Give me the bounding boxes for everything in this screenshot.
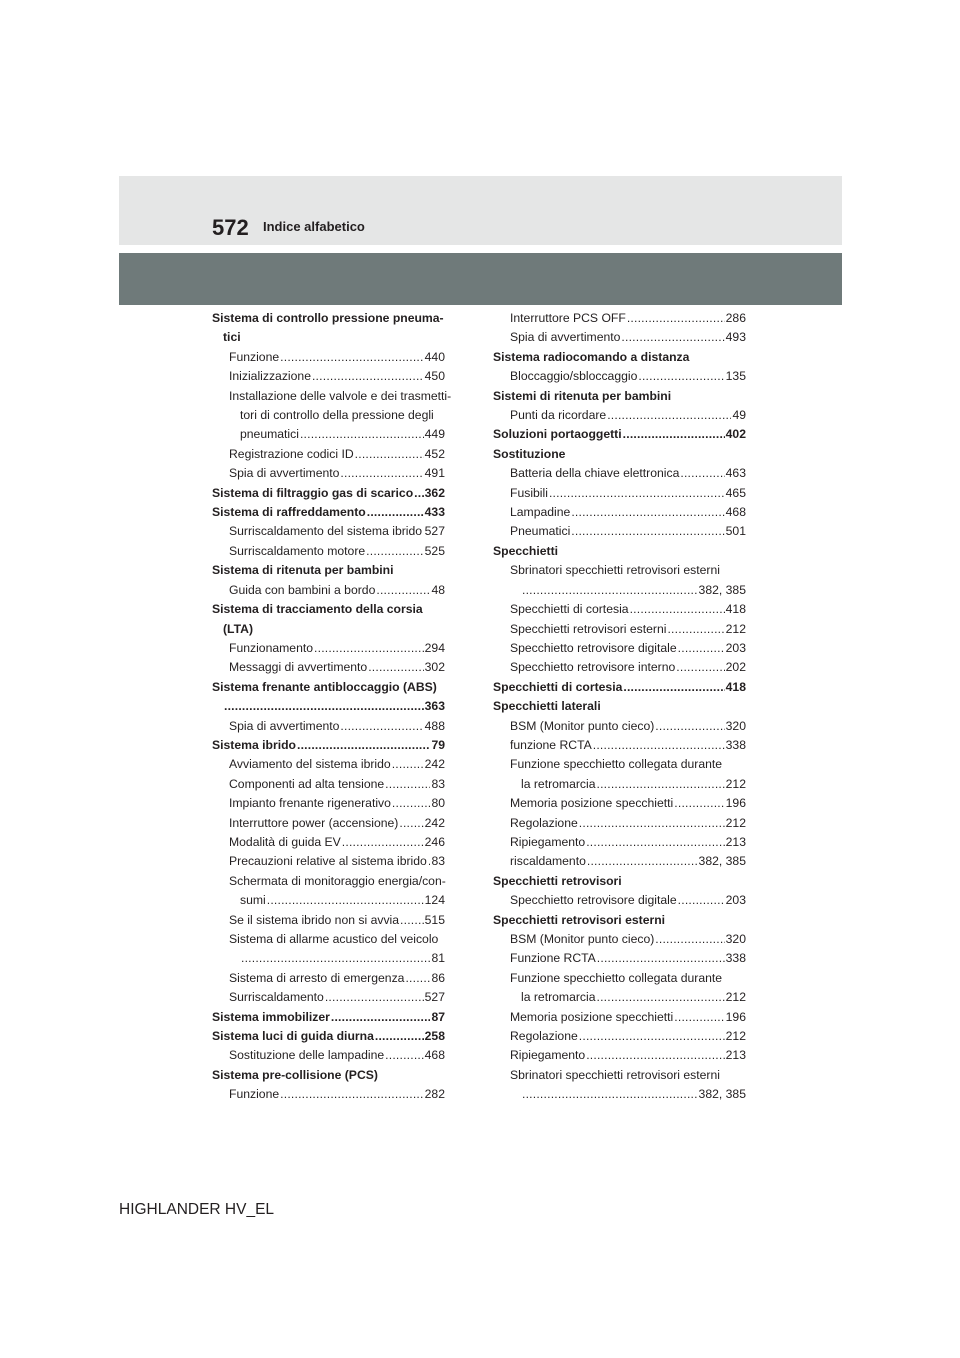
- index-entry-text: Specchietto retrovisore digitale: [510, 893, 677, 908]
- index-entry-page: 338: [725, 737, 746, 752]
- index-entry-text: Lampadine: [510, 505, 571, 520]
- dot-leader: [241, 949, 430, 968]
- dot-leader: [414, 484, 424, 503]
- dot-leader: [579, 814, 725, 833]
- index-entry-text: Guida con bambini a bordo: [229, 582, 376, 597]
- index-entry-page: 338: [725, 951, 746, 966]
- index-entry-text: Sistema di raffreddamento: [212, 505, 366, 520]
- dot-leader: [522, 1085, 698, 1104]
- index-entry: [212, 1085, 445, 1104]
- index-entry-text: Specchietti di cortesia: [510, 602, 629, 617]
- index-entry-text: Specchietti: [493, 543, 559, 558]
- index-entry-text: Sistema di ritenuta per bambini: [212, 563, 394, 578]
- index-entry: [493, 755, 746, 774]
- index-entry: [212, 814, 445, 833]
- index-entry-page: 83: [431, 776, 445, 791]
- dot-leader: [375, 1027, 424, 1046]
- index-entry-text: la retromarcia: [521, 990, 596, 1005]
- index-entry-text: Specchietti retrovisori esterni: [510, 621, 667, 636]
- index-entry-text: Sostituzione delle lampadine: [229, 1048, 385, 1063]
- index-entry-page: 79: [431, 737, 445, 752]
- dot-leader: [399, 814, 423, 833]
- index-entry: [493, 620, 746, 639]
- index-entry: [493, 600, 746, 619]
- index-entry-page: 491: [424, 466, 445, 481]
- dot-leader: [674, 1008, 724, 1027]
- index-entry: [212, 833, 445, 852]
- index-entry: [212, 988, 445, 1007]
- index-entry: [212, 406, 445, 425]
- index-entry-page: 463: [725, 466, 746, 481]
- dot-leader: [367, 503, 424, 522]
- index-entry-page: 48: [431, 582, 445, 597]
- index-entry-text: Fusibili: [510, 485, 548, 500]
- index-entry-page: 382, 385: [698, 582, 746, 597]
- index-entry: [212, 736, 445, 755]
- index-entry-page: 294: [424, 640, 445, 655]
- index-entry: [212, 969, 445, 988]
- index-entry-page: 213: [725, 834, 746, 849]
- index-entry: [212, 328, 445, 347]
- index-entry-page: 449: [424, 427, 445, 442]
- index-entry-page: 418: [725, 679, 746, 694]
- index-entry: [212, 911, 445, 930]
- dot-leader: [392, 794, 431, 813]
- index-entry-text: Sistema pre-collisione (PCS): [212, 1067, 378, 1082]
- dot-leader: [579, 1027, 725, 1046]
- index-entry-text: Surriscaldamento del sistema ibrido: [229, 524, 423, 539]
- index-entry-page: 212: [725, 621, 746, 636]
- index-entry: [493, 542, 746, 561]
- dot-leader: [267, 891, 424, 910]
- index-entry: [493, 348, 746, 367]
- dot-leader: [392, 755, 424, 774]
- index-entry-page: 402: [725, 427, 746, 442]
- index-entry-text: Specchietti di cortesia: [493, 679, 623, 694]
- index-entry-page: 124: [424, 893, 445, 908]
- dot-leader: [355, 445, 424, 464]
- index-entry: [493, 1066, 746, 1085]
- index-entry-page: 363: [424, 699, 445, 714]
- index-entry: [493, 988, 746, 1007]
- index-entry-page: 135: [725, 369, 746, 384]
- index-entry: [212, 581, 445, 600]
- dot-leader: [314, 639, 424, 658]
- index-entry-page: 320: [725, 718, 746, 733]
- index-entry-page: 418: [725, 602, 746, 617]
- index-entry-text: Sistema frenante antibloccaggio (ABS): [212, 679, 437, 694]
- dot-leader: [571, 522, 724, 541]
- index-entry: [212, 522, 445, 541]
- index-entry: [493, 425, 746, 444]
- dot-leader: [428, 852, 431, 871]
- index-entry: [493, 736, 746, 755]
- index-entry-text: Sostituzione: [493, 446, 566, 461]
- index-entry-page: 515: [424, 912, 445, 927]
- index-entry: [493, 891, 746, 910]
- dot-leader: [340, 717, 423, 736]
- index-entry-text: Sistema di arresto di emergenza: [229, 970, 405, 985]
- dot-leader: [331, 1008, 431, 1027]
- index-entry: [212, 464, 445, 483]
- index-entry: [212, 348, 445, 367]
- index-entry-page: 242: [424, 815, 445, 830]
- dot-leader: [297, 736, 430, 755]
- index-entry: [212, 891, 445, 910]
- index-entry: [212, 620, 445, 639]
- index-entry-text: Ripiegamento: [510, 834, 586, 849]
- index-entry-text: Specchietti laterali: [493, 699, 601, 714]
- index-entry: [493, 775, 746, 794]
- dot-leader: [571, 503, 724, 522]
- index-column-left: [212, 309, 452, 1105]
- index-entry-page: 212: [725, 1029, 746, 1044]
- index-entry-text: Regolazione: [510, 1029, 578, 1044]
- index-entry-text: la retromarcia: [521, 776, 596, 791]
- index-entry-text: Punti da ricordare: [510, 408, 607, 423]
- index-entry-text: Specchietto retrovisore interno: [510, 660, 676, 675]
- index-entry-page: 450: [424, 369, 445, 384]
- index-entry-text: Bloccaggio/sbloccaggio: [510, 369, 638, 384]
- index-entry: [493, 639, 746, 658]
- dot-leader: [623, 678, 724, 697]
- index-entry-page: 212: [725, 776, 746, 791]
- index-entry: [493, 794, 746, 813]
- index-entry: [493, 678, 746, 697]
- index-entry-page: 212: [725, 990, 746, 1005]
- index-entry: [212, 639, 445, 658]
- dot-leader: [597, 949, 725, 968]
- dot-leader: [549, 484, 725, 503]
- header-dark-band: [119, 253, 842, 305]
- dot-leader: [623, 425, 725, 444]
- index-entry-text: Specchietto retrovisore digitale: [510, 640, 677, 655]
- index-entry-text: Modalità di guida EV: [229, 834, 341, 849]
- index-entry-text: Ripiegamento: [510, 1048, 586, 1063]
- index-entry-text: riscaldamento: [510, 854, 586, 869]
- index-entry-text: Sistema di allarme acustico del veicolo: [229, 932, 439, 946]
- index-entry-page: 212: [725, 815, 746, 830]
- index-entry: [212, 697, 445, 716]
- index-entry: [212, 1008, 445, 1027]
- index-entry-page: 382, 385: [698, 854, 746, 869]
- index-entry-page: 203: [725, 893, 746, 908]
- index-entry: [212, 445, 445, 464]
- index-entry-page: 527: [424, 990, 445, 1005]
- dot-leader: [342, 833, 424, 852]
- index-column-right: [493, 309, 746, 1105]
- index-entry-page: 83: [431, 854, 445, 869]
- dot-leader: [586, 833, 724, 852]
- index-entry: [493, 503, 746, 522]
- index-entry: [493, 852, 746, 871]
- index-entry-text: (LTA): [223, 621, 253, 636]
- dot-leader: [655, 930, 724, 949]
- index-entry-text: Specchietti retrovisori esterni: [493, 912, 666, 927]
- index-entry-page: 493: [725, 330, 746, 345]
- index-entry: [212, 872, 445, 891]
- index-entry-text: Sbrinatori specchietti retrovisori esterni: [510, 1067, 720, 1082]
- index-entry-text: Impianto frenante rigenerativo: [229, 796, 391, 811]
- index-entry-text: Componenti ad alta tensione: [229, 776, 385, 791]
- index-entry-text: Spia di avvertimento: [510, 330, 621, 345]
- index-entry: [493, 561, 746, 580]
- page-number: 572: [212, 215, 249, 240]
- index-entry: [493, 814, 746, 833]
- index-entry: [212, 717, 445, 736]
- index-entry-page: 282: [424, 1087, 445, 1102]
- index-entry: [212, 1027, 445, 1046]
- index-entry: [212, 1046, 445, 1065]
- index-entry: [493, 522, 746, 541]
- index-entry-text: Sistema di tracciamento della corsia: [212, 602, 423, 617]
- index-entry-text: Spia di avvertimento: [229, 718, 340, 733]
- index-entry-text: Sistema di controllo pressione pneuma-: [212, 311, 444, 325]
- index-entry-text: Installazione delle valvole e dei trasmetti-: [229, 388, 452, 403]
- dot-leader: [385, 775, 430, 794]
- index-entry: [212, 1066, 445, 1085]
- index-entry: [212, 775, 445, 794]
- index-entry: [493, 911, 746, 930]
- index-entry-page: 213: [725, 1048, 746, 1063]
- dot-leader: [366, 542, 424, 561]
- index-entry-page: 258: [424, 1029, 445, 1044]
- index-entry: [493, 445, 746, 464]
- index-entry-page: 196: [725, 796, 746, 811]
- dot-leader: [597, 988, 725, 1007]
- index-entry: [212, 484, 445, 503]
- index-entry: [493, 1027, 746, 1046]
- index-entry-page: 525: [424, 543, 445, 558]
- index-entry: [212, 367, 445, 386]
- index-entry: [212, 387, 452, 406]
- index-entry-page: 468: [424, 1048, 445, 1063]
- index-entry-text: Sbrinatori specchietti retrovisori esterni: [510, 563, 720, 578]
- index-entry-text: Specchietti retrovisori: [493, 873, 622, 888]
- index-entry-page: 246: [424, 834, 445, 849]
- index-entry: [493, 387, 746, 406]
- index-entry-text: Memoria posizione specchietti: [510, 1009, 674, 1024]
- index-entry: [493, 969, 746, 988]
- index-entry-page: 87: [431, 1009, 445, 1024]
- footer-model: HIGHLANDER HV_EL: [119, 1201, 275, 1218]
- index-entry-text: Sistemi di ritenuta per bambini: [493, 388, 672, 403]
- index-entry-page: 433: [424, 505, 445, 520]
- dot-leader: [676, 658, 724, 677]
- index-entry: [493, 1046, 746, 1065]
- index-entry: [493, 697, 746, 716]
- index-entry: [493, 581, 746, 600]
- index-entry: [212, 542, 445, 561]
- dot-leader: [280, 348, 424, 367]
- index-entry: [212, 309, 445, 328]
- index-entry: [212, 658, 445, 677]
- index-entry-text: Funzionamento: [229, 640, 314, 655]
- index-entry-page: 203: [725, 640, 746, 655]
- index-entry-page: 488: [424, 718, 445, 733]
- index-entry: [212, 678, 445, 697]
- index-entry-text: BSM (Monitor punto cieco): [510, 718, 655, 733]
- index-entry-page: 286: [725, 311, 746, 325]
- index-entry-page: 468: [725, 505, 746, 520]
- index-entry-page: 501: [725, 524, 746, 539]
- dot-leader: [586, 1046, 724, 1065]
- index-entry: [493, 464, 746, 483]
- index-entry: [493, 833, 746, 852]
- dot-leader: [325, 988, 424, 1007]
- index-entry-text: Se il sistema ibrido non si avvia: [229, 912, 400, 927]
- dot-leader: [597, 775, 725, 794]
- index-entry-text: Sistema di filtraggio gas di scarico: [212, 485, 414, 500]
- index-entry-page: 382, 385: [698, 1087, 746, 1102]
- index-entry-text: Spia di avvertimento: [229, 466, 340, 481]
- dot-leader: [667, 620, 724, 639]
- dot-leader: [405, 969, 430, 988]
- index-entry-text: Messaggi di avvertimento: [229, 660, 368, 675]
- index-entry-text: Sistema radiocomando a distanza: [493, 349, 690, 364]
- index-entry: [493, 717, 746, 736]
- dot-leader: [522, 581, 698, 600]
- dot-leader: [607, 406, 731, 425]
- dot-leader: [630, 600, 725, 619]
- dot-leader: [593, 736, 725, 755]
- index-entry: [493, 930, 746, 949]
- dot-leader: [300, 425, 424, 444]
- dot-leader: [368, 658, 423, 677]
- index-entry-page: 49: [732, 408, 746, 423]
- dot-leader: [678, 639, 725, 658]
- index-entry: [493, 484, 746, 503]
- index-entry-page: 196: [725, 1009, 746, 1024]
- index-entry-page: 465: [725, 485, 746, 500]
- index-entry-page: 202: [725, 660, 746, 675]
- dot-leader: [376, 581, 430, 600]
- index-entry-text: Funzione: [229, 349, 280, 364]
- index-entry-page: 440: [424, 349, 445, 364]
- index-entry: [212, 425, 445, 444]
- index-entry-text: Sistema immobilizer: [212, 1009, 330, 1024]
- index-entry-text: Registrazione codici ID: [229, 446, 354, 461]
- dot-leader: [627, 309, 725, 328]
- index-entry: [493, 1085, 746, 1104]
- index-entry-text: Sistema luci di guida diurna: [212, 1029, 374, 1044]
- index-entry-text: Schermata di monitoraggio energia/con-: [229, 873, 446, 888]
- index-entry-page: 320: [725, 932, 746, 946]
- index-entry: [493, 309, 746, 328]
- index-entry: [212, 949, 445, 968]
- dot-leader: [224, 697, 424, 716]
- index-entry-text: Surriscaldamento: [229, 990, 324, 1005]
- index-entry-text: Interruttore power (accensione): [229, 815, 399, 830]
- index-entry-page: 242: [424, 757, 445, 772]
- index-entry-text: Interruttore PCS OFF: [510, 311, 626, 325]
- index-entry: [212, 794, 445, 813]
- index-entry: [493, 367, 746, 386]
- dot-leader: [680, 464, 724, 483]
- dot-leader: [340, 464, 423, 483]
- index-entry-page: 86: [431, 970, 445, 985]
- index-entry-page: 362: [424, 485, 445, 500]
- index-entry-text: Pneumatici: [510, 524, 571, 539]
- index-entry: [212, 930, 445, 949]
- index-entry: [212, 852, 445, 871]
- index-entry-page: 81: [431, 951, 445, 966]
- index-entry-text: tici: [223, 330, 241, 345]
- dot-leader: [587, 852, 698, 871]
- index-entry: [212, 503, 445, 522]
- index-entry-text: Funzione RCTA: [510, 951, 596, 966]
- dot-leader: [400, 911, 424, 930]
- index-entry: [493, 328, 746, 347]
- section-title: Indice alfabetico: [263, 219, 365, 234]
- dot-leader: [621, 328, 724, 347]
- index-entry-text: Inizializzazione: [229, 369, 311, 384]
- index-entry: [493, 872, 746, 891]
- index-entry-text: Funzione specchietto collegata durante: [510, 970, 723, 985]
- index-entry-text: Funzione: [229, 1087, 280, 1102]
- dot-leader: [423, 522, 424, 541]
- index-entry-text: Batteria della chiave elettronica: [510, 466, 680, 481]
- index-entry-text: Regolazione: [510, 815, 578, 830]
- index-entry-text: BSM (Monitor punto cieco): [510, 932, 655, 946]
- index-entry-text: sumi: [240, 893, 266, 908]
- index-entry-text: Avviamento del sistema ibrido: [229, 757, 391, 772]
- dot-leader: [674, 794, 724, 813]
- dot-leader: [638, 367, 724, 386]
- index-entry: [212, 755, 445, 774]
- index-entry: [212, 561, 445, 580]
- index-entry-text: Precauzioni relative al sistema ibrido: [229, 854, 427, 869]
- index-entry: [493, 658, 746, 677]
- dot-leader: [312, 367, 424, 386]
- index-entry: [493, 406, 746, 425]
- index-entry-text: Memoria posizione specchietti: [510, 796, 674, 811]
- index-entry-page: 527: [424, 524, 445, 539]
- dot-leader: [655, 717, 724, 736]
- index-entry-text: Soluzioni portaoggetti: [493, 427, 622, 442]
- index-entry-text: Sistema ibrido: [212, 737, 296, 752]
- index-entry-page: 302: [424, 660, 445, 675]
- dot-leader: [385, 1046, 424, 1065]
- index-entry-text: tori di controllo della pressione degli: [240, 408, 434, 423]
- index-entry-page: 80: [431, 796, 445, 811]
- dot-leader: [678, 891, 725, 910]
- index-entry: [212, 600, 445, 619]
- index-entry: [493, 949, 746, 968]
- index-entry-text: pneumatici: [240, 427, 299, 442]
- index-entry-page: 452: [424, 446, 445, 461]
- index-entry-text: funzione RCTA: [510, 737, 592, 752]
- index-entry-text: Funzione specchietto collegata durante: [510, 757, 723, 772]
- dot-leader: [280, 1085, 424, 1104]
- index-entry-text: Surriscaldamento motore: [229, 543, 366, 558]
- index-entry: [493, 1008, 746, 1027]
